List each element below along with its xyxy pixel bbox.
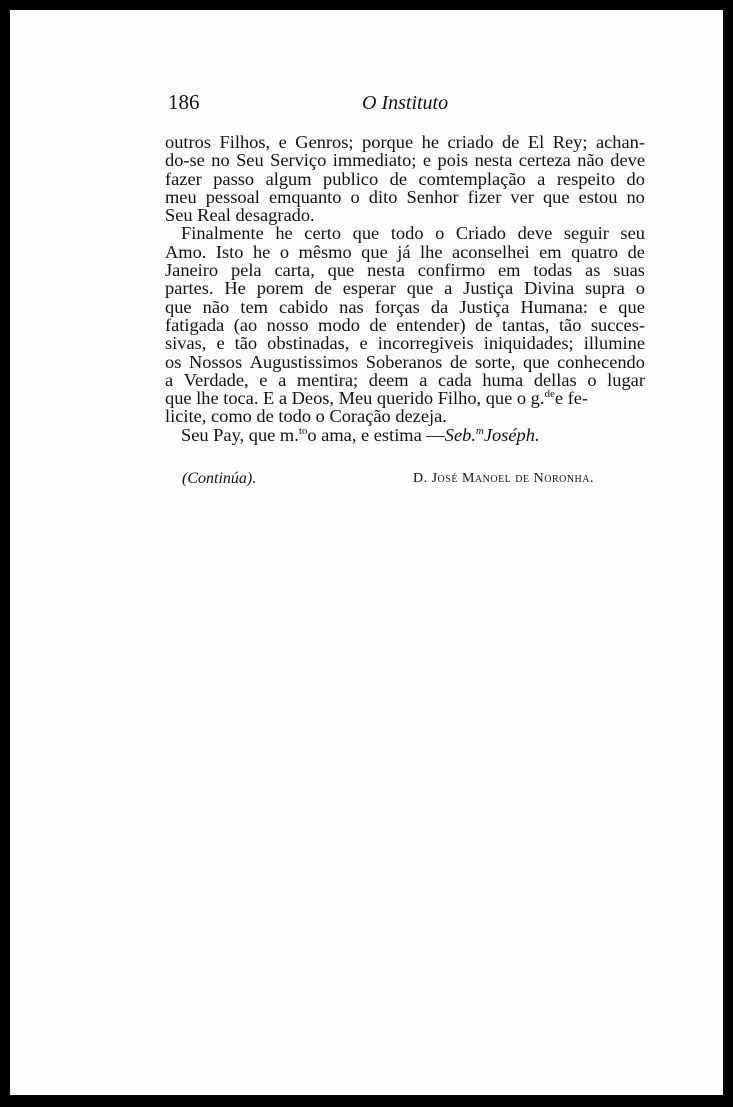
text-line: meu pessoal emquanto o dito Senhor fizer ver que estou no: [165, 186, 645, 207]
page-number: 186: [168, 90, 200, 114]
text-line: Finalmente he certo que todo o Criado deve seguir seu: [181, 223, 645, 244]
letter-text: [165, 133, 645, 444]
text-line: sivas, e tão obstinadas, e incorregiveis iniquidades; illumine: [165, 333, 645, 354]
continua-note: (Continúa).: [182, 470, 257, 487]
text-line: os Nossos Augustissimos Soberanos de sorte, que conhecendo: [165, 351, 645, 372]
book-page: [10, 10, 725, 1095]
text-line: fatigada (ao nosso modo de entender) de tantas, tão succes-: [165, 314, 645, 335]
author-signature: D. José Manoel de Noronha.: [413, 471, 594, 486]
text-line: Seu Real desagrado.: [165, 205, 315, 226]
text-line: fazer passo algum publico de comtemplação a respeito do: [165, 168, 645, 189]
text-line: do-se no Seu Serviço immediato; e pois nesta certeza não deve: [165, 150, 645, 171]
text-line: a Verdade, e a mentira; deem a cada huma dellas o lugar: [165, 369, 645, 390]
text-line: outros Filhos, e Genros; porque he criado de El Rey; achan-: [165, 132, 645, 152]
text-line: Janeiro pela carta, que nesta confirmo em todas as suas: [165, 260, 645, 281]
page-header: [10, 90, 723, 118]
text-line: que lhe toca. E a Deos, Meu querido Filho, que o g.$^{de}$e fe-: [165, 388, 589, 409]
text-line: licite, como de todo o Coração dezeja.: [165, 406, 447, 427]
text-line: partes. He porem de esperar que a Justiça Divina supra o: [165, 278, 645, 299]
closing-line: Seu Pay, que m.$^{to}$o ama, e estima —Seb.$^m$Joséph.: [181, 424, 540, 445]
text-line: Amo. Isto he o mêsmo que já lhe aconselhei em quatro de: [165, 241, 645, 262]
running-title: O Instituto: [362, 92, 449, 114]
text-line: que não tem cabido nas forças da Justiça Humana: e que: [165, 296, 645, 317]
